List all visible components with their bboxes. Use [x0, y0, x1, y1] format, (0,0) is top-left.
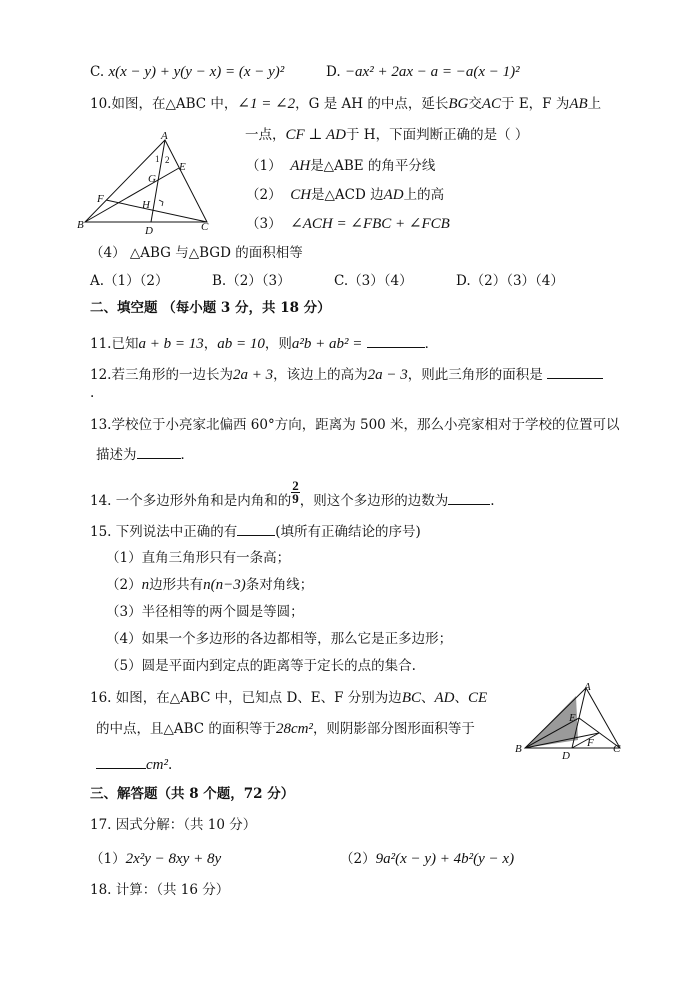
q10-option-d: D.（2）（3）（4）	[456, 273, 564, 289]
fig-label-1: 1	[155, 154, 160, 164]
q15-item-4: （4）如果一个多边形的各边都相等，那么它是正多边形；	[106, 631, 453, 647]
q15-item-5: （5）圆是平面内到定点的距离等于定长的点的集合.	[106, 658, 416, 674]
fig-label-b: B	[77, 219, 84, 231]
q12: 12.若三角形的一边长为2a + 3，该边上的高为2a − 3，则此三角形的面积是	[90, 364, 603, 384]
q10-option-c: C.（3）（4）	[334, 273, 413, 289]
q14-answer-blank[interactable]	[448, 490, 490, 505]
q16-triangle-figure	[512, 682, 632, 760]
q11: 11.已知a + b = 13，ab = 10，则a²b + ab² = ．	[90, 333, 438, 353]
q15: 15. 下列说法中正确的有 (填所有正确结论的序号)	[90, 521, 421, 541]
fig-label-c: C	[201, 221, 209, 233]
q16-label-d: D	[562, 750, 570, 760]
q10-triangle-figure	[75, 130, 220, 240]
q10-statement-4: （4） △ABG 与△BGD 的面积相等	[90, 245, 303, 261]
q16-answer-blank[interactable]	[96, 754, 146, 769]
fig-label-e: E	[179, 161, 186, 173]
q10-statement-1: （1） AH是△ABE 的角平分线	[246, 158, 436, 174]
q16-label-f: F	[587, 737, 594, 749]
q15-item-2: （2）n边形共有n(n−3)条对角线；	[106, 577, 314, 593]
q14: 14. 一个多边形外角和是内角和的 $\frac{2}{9}$ ，则这个多边形的边数为 .	[90, 478, 495, 509]
q11-answer-blank[interactable]	[367, 333, 425, 348]
fig-label-2: 2	[165, 155, 170, 165]
fig-label-a: A	[161, 130, 168, 142]
q9-option-c: C. x(x − y) + y(y − x) = (x − y)²	[90, 64, 285, 80]
q10-option-a: A.（1）（2）	[90, 273, 169, 289]
q13-answer-blank[interactable]	[137, 444, 181, 459]
q16-label-a: A	[584, 682, 591, 693]
q10-statement-3: （3） ∠ACH = ∠FBC + ∠FCB	[246, 216, 450, 232]
q13-line1: 13.学校位于小亮家北偏西 60°方向，距离为 500 米，那么小亮家相对于学校的位置可以	[90, 417, 620, 433]
q10-statement-2: （2） CH是△ACD 边AD上的高	[246, 187, 445, 203]
fig-label-f: F	[97, 193, 104, 205]
q16-label-c: C	[613, 743, 621, 755]
q12-answer-blank[interactable]	[547, 364, 603, 379]
q16-line1: 16. 如图，在△ABC 中，已知点 D、E、F 分别为边BC、AD、CE	[90, 690, 488, 706]
q12-tail: .	[90, 385, 95, 401]
q16-line3: cm².	[96, 754, 172, 774]
q17-title: 17. 因式分解：（共 10 分）	[90, 817, 257, 833]
q14-fraction: $\frac{2}{9}$	[292, 478, 299, 506]
q15-answer-blank[interactable]	[237, 521, 275, 536]
section-3-heading: 三、解答题（共 8 个题，72 分）	[90, 786, 295, 802]
q9-option-d: D. −ax² + 2ax − a = −a(x − 1)²	[326, 64, 520, 80]
fig-label-g: G	[148, 173, 156, 185]
q17-part-1: （1）2x²y − 8xy + 8y	[90, 851, 222, 867]
q15-item-3: （3）半径相等的两个圆是等圆；	[106, 604, 304, 620]
q10-line2: 一点，CF ⊥ AD于 H，下面判断正确的是（ ）	[245, 127, 529, 143]
section-2-heading: 二、填空题 （每小题 3 分，共 18 分）	[90, 300, 331, 316]
q16-line2: 的中点，且△ABC 的面积等于28cm²，则阴影部分图形面积等于	[96, 721, 475, 737]
q16-label-b: B	[515, 743, 522, 755]
fig-label-h: H	[142, 199, 150, 211]
fig-label-d: D	[145, 225, 153, 237]
q15-item-1: （1）直角三角形只有一条高；	[106, 550, 291, 566]
q10-line1: 10.如图，在△ABC 中，∠1 = ∠2，G 是 AH 的中点，延长BG交AC于 E，F 为AB上	[90, 96, 602, 112]
q10-option-b: B.（2）（3）	[212, 273, 291, 289]
q18-title: 18. 计算：（共 16 分）	[90, 882, 230, 898]
q16-label-e: E	[569, 712, 576, 724]
q13-line2: 描述为 ．	[96, 444, 194, 464]
q17-part-2: （2）9a²(x − y) + 4b²(y − x)	[340, 851, 515, 867]
